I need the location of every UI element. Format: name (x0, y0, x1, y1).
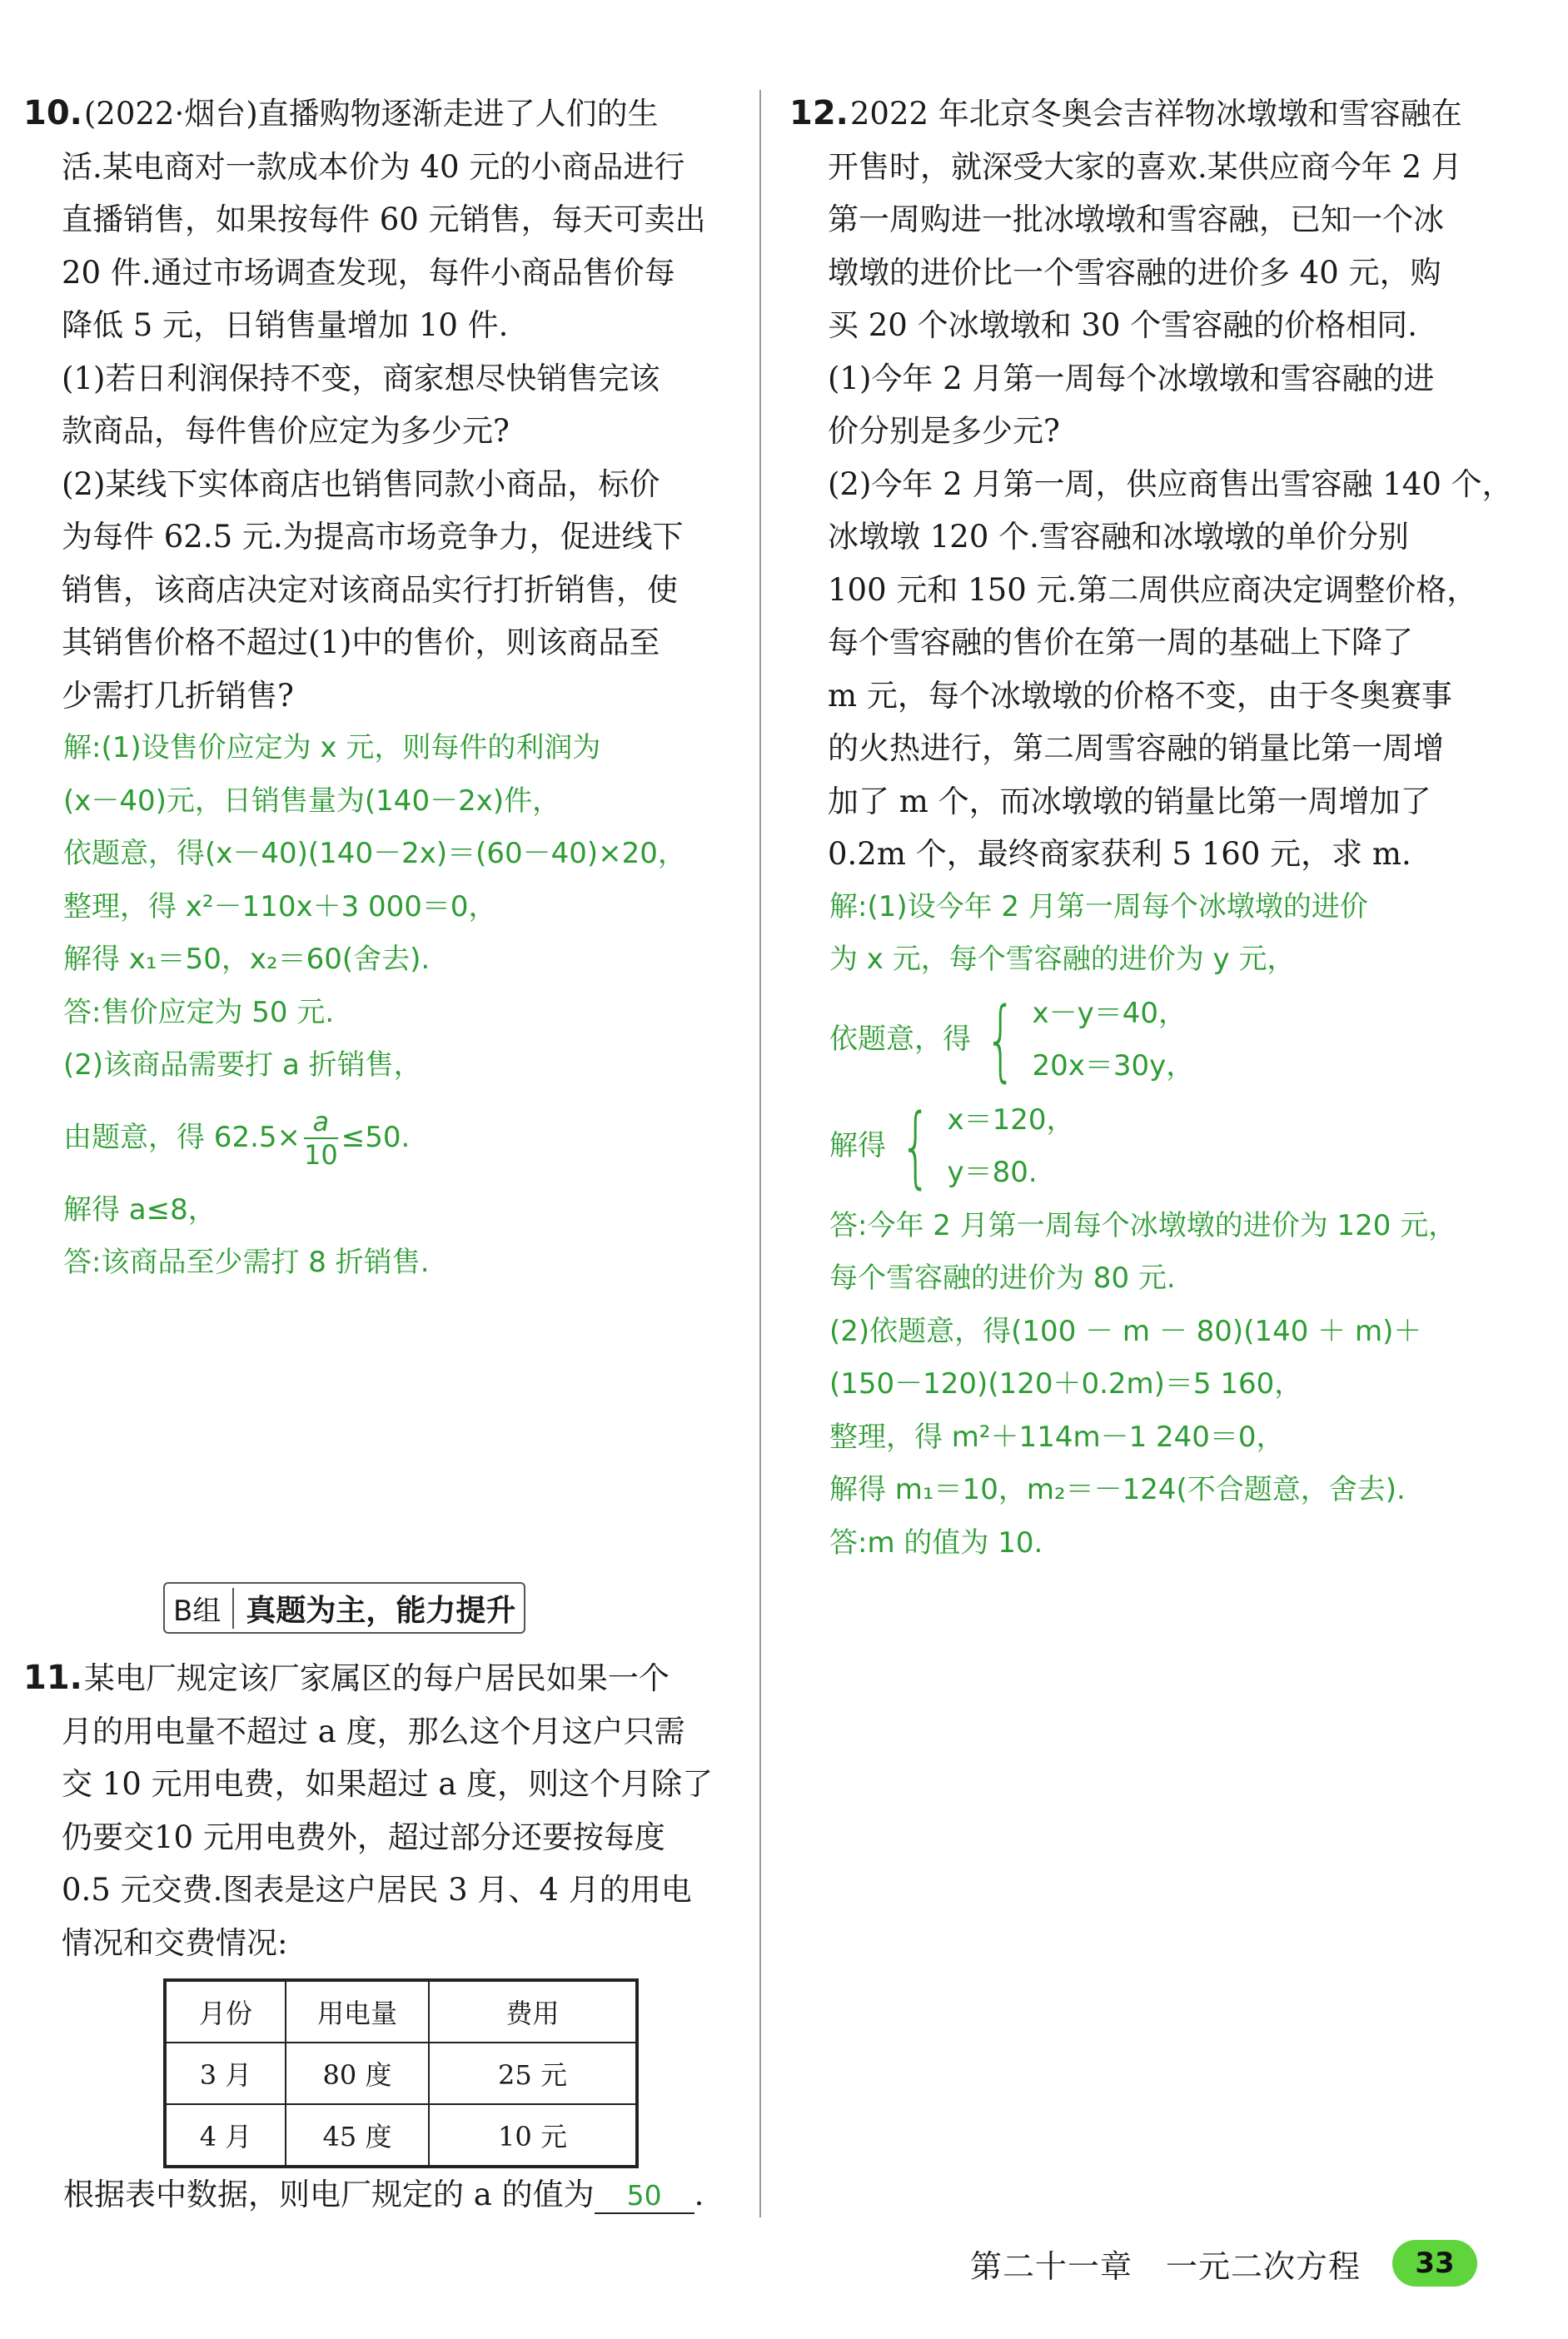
left-brace-icon: { (985, 988, 1017, 1091)
q10-fraction-line: 由题意，得 62.5× $\frac{a}{10}$ ≤50. (63, 1105, 411, 1171)
q10-solution-line: (2)该商品需要打 a 折销售， (63, 1048, 422, 1082)
q12-solution-line: (2)依题意，得(100 － m － 80)(140 ＋ m)＋ (829, 1314, 1422, 1348)
q12-line: 100 元和 150 元.第二周供应商决定调整价格， (828, 571, 1478, 608)
q10-solution-line: 答:该商品至少需打 8 折销售. (63, 1246, 430, 1279)
q12-solution-line: 答:m 的值为 10. (829, 1525, 1043, 1560)
q10-line: (2)某线下实体商店也销售同款小商品，标价 (62, 465, 660, 502)
q12-line: 开售时，就深受大家的喜欢.某供应商今年 2 月 (828, 148, 1462, 185)
q10-line: 直播销售，如果按每件 60 元销售，每天可卖出 (62, 202, 706, 237)
q11-line: 交 10 元用电费，如果超过 a 度，则这个月除了 (62, 1766, 714, 1802)
column-divider (759, 90, 761, 2217)
equation-system-1: 依题意，得 { x－y＝40， 20x＝30y， (829, 988, 1195, 1091)
left-column (23, 87, 741, 1290)
q12-line: 第一周购进一批冰墩墩和雪容融，已知一个冰 (828, 202, 1444, 237)
q10-line: 销售，该商店决定对该商品实行打折销售，使 (62, 571, 678, 608)
table-header: 用电量 (286, 1980, 429, 2043)
left-brace-icon: { (900, 1094, 932, 1197)
q12-solution-line: (150－120)(120＋0.2m)＝5 160， (829, 1367, 1303, 1401)
table-header-row (165, 1980, 637, 2043)
q11-line: 0.5 元交费.图表是这户居民 3 月、4 月的用电 (62, 1872, 692, 1908)
q12-line: (2)今年 2 月第一周，供应商售出雪容融 140 个， (828, 465, 1513, 502)
q11-line: 月的用电量不超过 a 度，那么这个月这户只需 (62, 1713, 685, 1749)
q12-line: 买 20 个冰墩墩和 30 个雪容融的价格相同. (828, 307, 1417, 343)
table-cell: 25 元 (429, 2043, 637, 2104)
q11-block (23, 1652, 741, 1969)
q11-line: 11.某电厂规定该厂家属区的每户居民如果一个 (23, 1659, 670, 1697)
chapter-title: 一元二次方程 (1166, 2247, 1361, 2285)
q11-line: 仍要交10 元用电费外，超过部分还要按每度 (62, 1819, 665, 1855)
b-group-banner (163, 1582, 525, 1634)
q12-solution-line: 答:今年 2 月第一周每个冰墩墩的进价为 120 元， (829, 1208, 1457, 1242)
q10-number: 10. (23, 94, 82, 132)
system-equation: x－y＝40， (1032, 996, 1187, 1030)
table-header: 费用 (429, 1980, 637, 2043)
q10-solution-line: (x－40)元，日销售量为(140－2x)件， (63, 784, 561, 818)
q10-line: 款商品，每件售价应定为多少元? (62, 413, 510, 449)
q10-solution-line: 解得 a≤8， (63, 1192, 217, 1227)
q12-line: 12.2022 年北京冬奥会吉祥物冰墩墩和雪容融在 (789, 94, 1462, 132)
q12-line: 价分别是多少元? (828, 413, 1060, 449)
q12-line: m 元，每个冰墩墩的价格不变，由于冬奥赛事 (828, 677, 1452, 714)
table-cell: 10 元 (429, 2104, 637, 2167)
fraction: $\frac{a}{10}$ (304, 1105, 338, 1171)
b-group-label: B组 (173, 1588, 234, 1629)
q12-solution-line: 每个雪容融的进价为 80 元. (829, 1262, 1176, 1295)
system-equation: x＝120， (947, 1102, 1075, 1137)
q11-answer-line: 根据表中数据，则电厂规定的 a 的值为 50 . (63, 2177, 704, 2212)
table-cell: 4 月 (165, 2104, 286, 2167)
system-equation: y＝80. (947, 1155, 1038, 1189)
q10-solution-line: 整理，得 x²－110x＋3 000＝0， (63, 889, 497, 923)
q10-line: 其销售价格不超过(1)中的售价，则该商品至 (62, 625, 660, 660)
q12-line: 每个雪容融的售价在第一周的基础上下降了 (828, 625, 1413, 660)
q10-line: 10.(2022·烟台)直播购物逐渐走进了人们的生 (23, 94, 659, 132)
page-footer (970, 2240, 1477, 2287)
answer-blank: 50 (595, 2179, 694, 2214)
b-group-title: 真题为主，能力提升 (246, 1593, 516, 1628)
q10-solution-line: 解:(1)设售价应定为 x 元，则每件的利润为 (63, 731, 601, 764)
q10-line: (1)若日利润保持不变，商家想尽快销售完该 (62, 360, 660, 396)
q12-number: 12. (789, 94, 849, 132)
q10-line: 降低 5 元，日销售量增加 10 件. (62, 307, 509, 343)
system-equation: 20x＝30y， (1032, 1048, 1195, 1082)
q12-line: 0.2m 个，最终商家获利 5 160 元，求 m. (828, 836, 1411, 872)
q12-line: 墩墩的进价比一个雪容融的进价多 40 元，购 (828, 254, 1441, 291)
table-cell: 3 月 (165, 2043, 286, 2104)
q12-solution-line: 为 x 元，每个雪容融的进价为 y 元， (829, 943, 1296, 976)
q10-solution-line: 解得 x₁＝50，x₂＝60(舍去). (63, 943, 431, 976)
q12-solution-line: 整理，得 m²＋114m－1 240＝0， (829, 1420, 1285, 1454)
page-number-badge: 33 (1392, 2240, 1477, 2287)
q12-line: (1)今年 2 月第一周每个冰墩墩和雪容融的进 (828, 360, 1435, 396)
table-header: 月份 (165, 1980, 286, 2043)
q12-line: 加了 m 个，而冰墩墩的销量比第一周增加了 (828, 783, 1431, 819)
table-row (165, 2043, 637, 2104)
table-cell: 80 度 (286, 2043, 429, 2104)
table-cell: 45 度 (286, 2104, 429, 2167)
chapter-label: 第二十一章 (970, 2247, 1133, 2285)
table-row (165, 2104, 637, 2167)
right-column (789, 87, 1513, 1570)
q12-solution-line: 解得 m₁＝10，m₂＝－124(不合题意，舍去). (829, 1473, 1406, 1506)
q10-solution-line: 答:售价应定为 50 元. (63, 995, 335, 1029)
q11-line: 情况和交费情况: (62, 1924, 288, 1961)
q12-line: 冰墩墩 120 个.雪容融和冰墩墩的单价分别 (828, 519, 1409, 555)
q12-solution-line: 解:(1)设今年 2 月第一周每个冰墩墩的进价 (829, 889, 1368, 923)
q10-solution-line: 依题意，得(x－40)(140－2x)＝(60－40)×20， (63, 837, 686, 870)
q12-line: 的火热进行，第二周雪容融的销量比第一周增 (828, 730, 1444, 766)
q10-line: 活.某电商对一款成本价为 40 元的小商品进行 (62, 148, 685, 185)
q10-line: 为每件 62.5 元.为提高市场竞争力，促进线下 (62, 519, 684, 555)
q11-number: 11. (23, 1659, 82, 1697)
electricity-fee-table (163, 1978, 639, 2168)
equation-system-2: 解得 { x＝120， y＝80. (829, 1094, 1075, 1197)
q10-line: 20 件.通过市场调查发现，每件小商品售价每 (62, 254, 675, 291)
q10-line: 少需打几折销售? (62, 677, 294, 714)
